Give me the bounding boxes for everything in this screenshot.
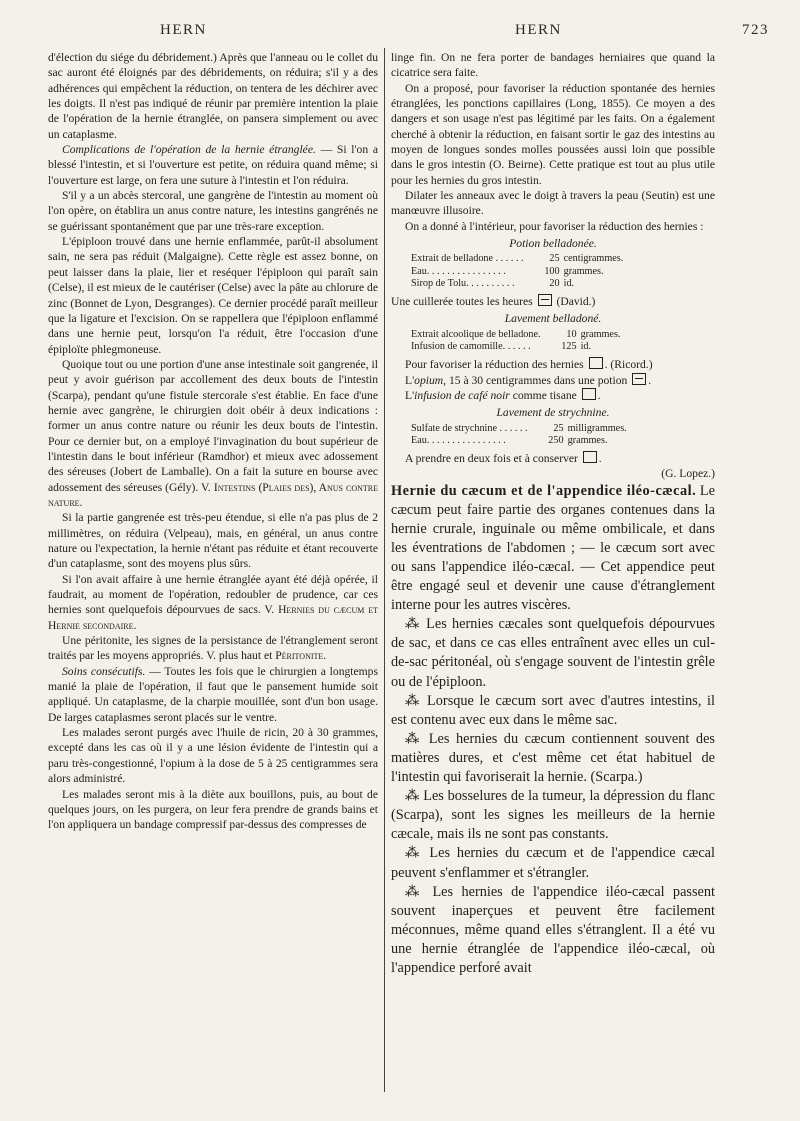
paragraph: Si la partie gangrenée est très-peu étendue, si elle n'a pas plus de 2 millimètres, on réduira (Velpeau), mais, en général, un anus contre nature ou l'expectation, la hernie n'étant pas réduite et étant recouverte d'un cataplasme, sont des moyens plus sûrs. <box>48 511 378 571</box>
paragraph-text: Pour favoriser la réduction des hernies <box>405 358 584 372</box>
unit: centigrammes. <box>563 253 624 265</box>
paragraph <box>391 294 715 309</box>
prescription-title: Lavement de strychnine. <box>496 406 610 420</box>
tisane-symbol-icon <box>582 388 596 400</box>
right-column <box>391 50 715 1090</box>
enema-symbol-icon <box>589 357 603 369</box>
paragraph: S'il y a un abcès stercoral, une gangrène de l'intestin au moment où l'on opère, on établira un anus contre nature, les intestins gangrénés ne se guérissant spontanément que par une très-rare exception. <box>48 189 378 233</box>
unit: grammes. <box>563 265 604 277</box>
paragraph <box>48 357 378 510</box>
potion-symbol-icon <box>632 373 646 385</box>
paragraph-text: — Si l'on a blessé l'intestin, et si l'ouverture est petite, on réduira quand même; si l'ouverture est large, on fera une suture à l'intestin et l'on réduira. <box>48 143 378 187</box>
paragraph: On a proposé, pour favoriser la réduction spontanée des hernies étranglées, les ponctions capillaires (Long, 1855). Ce moyen a des dangers et son usage n'est pas légitimé par les faits. On a également cherché à obtenir la réduction, en faisant sortir le gaz des intestins au moyen de longues sondes molles poussées aussi loin que possible dans le gros intestin (O. Beirne). Cette pratique est tout au plus utile pour les hernies du gros intestin. <box>391 81 715 187</box>
paragraph-text: Une péritonite, les signes de la persistance de l'étranglement seront traités par les moyens appropriés. V. plus haut et <box>48 634 378 663</box>
running-head-right: HERN <box>515 22 562 38</box>
unit: id. <box>563 277 575 289</box>
page-number: 723 <box>742 22 769 38</box>
paragraph <box>391 730 715 787</box>
prescription-row <box>411 278 623 290</box>
ingredient: Extrait alcoolique de belladone. <box>411 328 541 340</box>
paragraph: d'élection du siége du débridement.) Après que l'anneau ou le collet du sac auront été éloignés par des débridements, on réduira; s'il y a des adhérences qui empêchent la réduction, on tentera de les déchirer avec les doigts. Il n'est pas indiqué de réunir par première intention la plaie de l'opération de la hernie étranglée, on pansera simplement ou avec un cataplasme. <box>48 51 378 141</box>
paragraph: A prendre en deux fois et à conserver . <box>405 451 602 465</box>
ingredient: Sulfate de strychnine . . . . . . <box>411 422 528 434</box>
asterism-icon: ⁂ <box>405 616 421 633</box>
quantity: 20 <box>549 277 560 289</box>
ingredient: Eau. . . . . . . . . . . . . . . . <box>411 434 506 446</box>
paragraph <box>391 844 715 882</box>
left-column <box>48 50 378 1090</box>
prescription-row <box>411 423 627 435</box>
paragraph-text: — Toutes les fois que le chirurgien a longtemps manié la plaie de l'opération, il faut que le pansement humide soit appliqué. Un cataplasme, de la charpie mouillée, sont d'un bon usage. De larges cataplasmes seront placés sur le ventre. <box>48 664 378 724</box>
prescription-row <box>411 435 627 447</box>
paragraph: L'épiploon trouvé dans une hernie enflammée, parût-il absolument sain, ne sera pas réduit (Malgaigne). Cette règle est assez bonne, on peut laisser dans la plaie, lier et reséquer l'épiploon qui paraît sain (Celse), il est mieux de le cautériser (Celse) avec la pâte au chlorure de zinc (Bonnet de Lyon, Desgranges). Ce dernier procédé paraît meilleur que la ligature et l'excision. On se rappellera que l'épiploon enflammé dans une hernie peut, lorsqu'on l'a réduit, être l'occasion d'une épiploïte phlegmoneuse. <box>48 235 378 356</box>
quantity: 100 <box>544 265 560 277</box>
prescription-title: Potion belladonée. <box>509 237 597 251</box>
drug-name: opium <box>414 373 444 387</box>
asterism-icon: ⁂ <box>405 883 425 900</box>
prescription-row <box>411 341 620 353</box>
potion-symbol-icon <box>538 294 552 306</box>
paragraph <box>391 692 715 730</box>
paragraph-text: Le cæcum peut faire partie des organes contenues dans la hernie crurale, inguinale ou même ombilicale, et dans les éventrations de l'abdomen ; — le cæcum sort avec ou sans l'appendice iléo-cæcal. — Cet appendice peut être engagé seul et devenir une cause d'étranglement interne pour les autres viscères. <box>391 482 715 614</box>
prescription-row <box>411 253 623 265</box>
article-hernie-caecum <box>391 482 715 978</box>
quantity: 10 <box>566 328 577 340</box>
citation: (Ricord.) <box>610 358 653 372</box>
paragraph-text: Si l'on avait affaire à une hernie étranglée ayant été déjà opérée, il faudrait, au moment de l'opération, redoubler de prudence, car ces hernies sont quelquefois dépourvues de sacs. V. <box>48 572 378 617</box>
quantity: 25 <box>549 253 560 265</box>
paragraph-text: Les hernies cæcales sont quelquefois dépourvues de sac, et dans ce cas elles entraînent avec elles un cul-de-sac péritonéal, où s'engage souvent de l'intestin grêle ou de l'épiploon. <box>391 616 715 690</box>
paragraph <box>48 142 378 188</box>
paragraph <box>48 664 378 725</box>
paragraph: Les malades seront mis à la diète aux bouillons, puis, au bout de quelques jours, on les purgera, on leur fera prendre de grands bains et l'on appliquera un bandage compressif par-dessus des compresses de <box>48 787 378 832</box>
cross-reference: Péritonite. <box>275 649 327 663</box>
paragraph-text: Les hernies du cæcum et de l'appendice cæcal peuvent s'enflammer et s'étrangler. <box>391 845 715 881</box>
article-heading: Hernie du cæcum et de l'appendice iléo-cæcal. <box>391 482 697 499</box>
unit: grammes. <box>567 434 608 446</box>
enema-symbol-icon <box>583 451 597 463</box>
ingredient: Eau. . . . . . . . . . . . . . . . <box>411 265 506 277</box>
paragraph-text: Les hernies de l'appendice iléo-cæcal passent souvent inaperçues et peuvent être facilement méconnues, même quand elles s'étranglent. Il a été vu une hernie étranglée de l'appendice iléo-cæcal, où l'appendice perforé avait <box>391 883 715 976</box>
paragraph: linge fin. On ne fera porter de bandages herniaires que quand la cicatrice sera faite. <box>391 51 715 80</box>
section-title: Complications de l'opération de la hernie étranglée. <box>62 143 316 157</box>
citation: (G. Lopez.) <box>661 467 715 481</box>
column-divider <box>384 48 385 1092</box>
paragraph: On a donné à l'intérieur, pour favoriser la réduction des hernies : <box>405 219 704 233</box>
ingredient: Sirop de Tolu. . . . . . . . . . <box>411 277 515 289</box>
paragraph: Pour favoriser la réduction des hernies . (Ricord.) <box>405 358 653 372</box>
prescription-row <box>411 266 623 278</box>
citation: (David.) <box>556 295 596 309</box>
ingredient: Extrait de belladone . . . . . . <box>411 253 524 265</box>
paragraph: Les malades seront purgés avec l'huile de ricin, 20 à 30 grammes, excepté dans les cas où il y a une lésion évidente de l'intestin qui a paru très-congestionné, l'opium à la dose de 5 à 25 centigrammes sera alors administré. <box>48 726 378 786</box>
paragraph-text: A prendre en deux fois et à conserver <box>405 451 578 465</box>
asterism-icon: ⁂ <box>405 845 423 862</box>
paragraph: L'opium, 15 à 30 centigrammes dans une potion . <box>405 373 652 387</box>
prescription-table <box>411 329 620 353</box>
paragraph <box>391 787 715 844</box>
prescription-table <box>411 423 627 447</box>
paragraph-text: L' <box>405 388 415 402</box>
paragraph <box>48 633 378 664</box>
drug-name: infusion de café noir <box>414 388 510 402</box>
paragraph-text: Les bosselures de la tumeur, la dépression du flanc (Scarpa), sont les signes les meilleurs de la hernie cæcale, mais ils ne sont pas constants. <box>391 788 715 843</box>
asterism-icon: ⁂ <box>405 730 423 747</box>
paragraph-text: Lorsque le cæcum sort avec d'autres intestins, il est contenu avec eux dans le même sac. <box>391 692 715 728</box>
paragraph-text: Une cuillerée toutes les heures <box>391 295 533 309</box>
paragraph-text: , 15 à 30 centigrammes dans une potion <box>443 373 628 387</box>
running-head-left: HERN <box>160 22 207 38</box>
prescription-row <box>411 329 620 341</box>
paragraph <box>391 482 715 616</box>
asterism-icon: ⁂ <box>405 692 422 709</box>
paragraph <box>391 883 715 978</box>
quantity: 250 <box>548 434 564 446</box>
quantity: 25 <box>553 422 564 434</box>
unit: id. <box>580 340 592 352</box>
paragraph-text: Quoique tout ou une portion d'une anse intestinale soit gangrenée, il peut y avoir guérison par accollement des deux bouts de l'intestin (Scarpa), pendant qu'une fistule stercorale s'est établie. En face d'une hernie avec gangrène, le chirurgien doit obéir à deux indications : former un anus contre nature ou réunir les deux bouts de l'intestin. Pour ce dernier but, on a employé l'invagination du bout supérieur de l'intestin dans le bout inférieur (Ramdhor) et mieux avec adossement des séreuses (Jobert de Lamballe). On a fait la suture en bourse avec adossement des séreuses (Gély). V. <box>48 357 378 494</box>
cross-reference: Hernies du cæcum et Hernie secondaire. <box>48 603 378 632</box>
prescription-title: Lavement belladoné. <box>504 312 602 326</box>
section-title: Soins consécutifs. <box>62 664 146 678</box>
unit: milligrammes. <box>567 422 627 434</box>
paragraph: Dilater les anneaux avec le doigt à travers la peau (Seutin) est une manœuvre illusoire. <box>391 189 715 218</box>
paragraph: L'infusion de café noir comme tisane . <box>405 388 601 402</box>
paragraph-text: L' <box>405 373 415 387</box>
unit: grammes. <box>580 328 621 340</box>
ingredient: Infusion de camomille. . . . . . <box>411 340 531 352</box>
asterism-icon: ⁂ <box>405 788 420 805</box>
paragraph <box>391 615 715 691</box>
paragraph <box>48 572 378 633</box>
prescription-table <box>411 253 623 290</box>
paragraph-text: Les hernies du cæcum contiennent souvent des matières dures, et c'est même cet état habituel de l'intestin qui favoriserait la hernie. (Scarpa.) <box>391 730 715 786</box>
paragraph-text: comme tisane <box>509 388 577 402</box>
quantity: 125 <box>561 340 577 352</box>
cross-reference: Intestins (Plaies des), Anus contre nature. <box>48 480 378 509</box>
